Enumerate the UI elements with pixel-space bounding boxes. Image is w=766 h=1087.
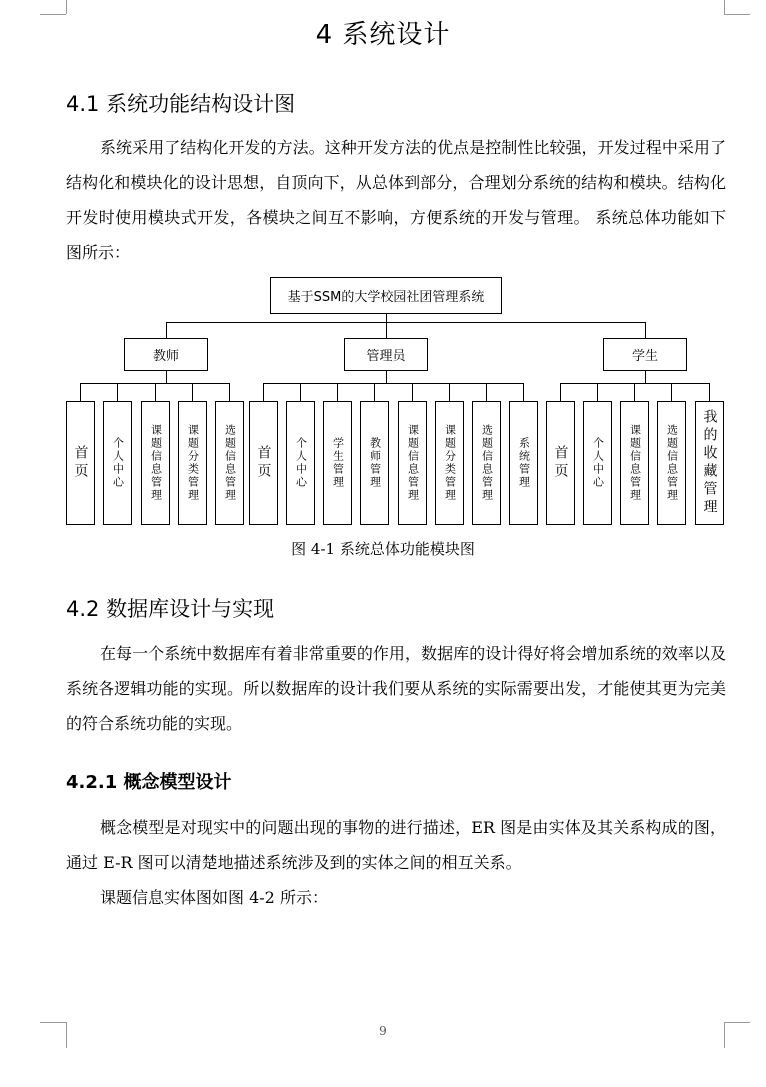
module-node: 首页 [546,401,575,525]
crop-mark-top-left-v [66,0,67,14]
section-4-2-1-heading: 4.2.1 概念模型设计 [66,772,232,793]
paragraph-line: 在每一个系统中数据库有着非常重要的作用，数据库的设计得好将会增加系统的 [100,644,662,663]
connector [560,383,561,401]
connector [229,383,230,401]
paragraph-line: 的图，通过 E-R 图可以清楚地描述系统涉及到的实体之间的相互关系。 [66,818,726,872]
connector [192,383,193,401]
role-node-teacher: 教师 [124,338,208,371]
module-node: 首页 [249,401,278,525]
connector [645,322,646,338]
connector [671,383,672,401]
connector [560,383,710,384]
paragraph-line: 构和模块。结构化开发时使用模块式开发，各模块之间互不影响，方便系统的开发与 [66,173,726,227]
paragraph-line: 中采用了结构化和模块化的设计思想，自顶向下，从总体到部分，合理划分系统的结 [66,138,726,192]
module-node: 课题信息管理 [620,401,649,525]
role-node-student: 学生 [603,338,687,371]
module-node: 个人中心 [583,401,612,525]
connector [166,322,167,338]
connector [263,383,264,401]
connector [166,322,645,323]
section-4-2-paragraph [66,636,726,741]
section-4-2-1-note: 课题信息实体图如图 4-2 所示： [100,888,328,907]
connector [155,383,156,401]
module-node: 教师管理 [360,401,389,525]
module-node: 系统管理 [509,401,538,525]
connector [645,371,646,383]
connector [386,322,387,338]
page-number: 9 [379,1024,387,1038]
module-node: 选题信息管理 [472,401,501,525]
connector [523,383,524,401]
diagram-root-node: 基于SSM的大学校园社团管理系统 [270,277,502,314]
crop-mark-top-right-v [724,0,725,14]
section-4-1-paragraph [66,130,726,270]
paragraph-line: 效率以及系统各逻辑功能的实现。所以数据库的设计我们要从系统的实际需要出发， [66,644,726,698]
connector [709,383,710,401]
chapter-title: 4 系统设计 [315,20,451,50]
module-node: 个人中心 [103,401,132,525]
module-node: 课题信息管理 [141,401,170,525]
paragraph-line: 系统采用了结构化开发的方法。这种开发方法的优点是控制性比较强，开发过程 [100,138,662,157]
connector [412,383,413,401]
connector [166,371,167,383]
role-node-admin: 管理员 [344,338,428,371]
section-4-2-1-paragraph [66,810,726,880]
module-node: 课题信息管理 [398,401,427,525]
figure-caption: 图 4-1 系统总体功能模块图 [291,540,475,558]
section-4-1-heading: 4.1 系统功能结构设计图 [66,92,296,116]
module-node: 选题信息管理 [657,401,686,525]
module-node: 个人中心 [286,401,315,525]
module-node: 我的收藏管理 [695,401,724,525]
module-node: 首页 [66,401,95,525]
paragraph-line: 才能使其更为完美的符合系统功能的实现。 [66,679,726,733]
module-node: 选题信息管理 [215,401,244,525]
module-node: 学生管理 [323,401,352,525]
connector [597,383,598,401]
crop-mark-bottom-right-h [724,1022,750,1023]
connector [300,383,301,401]
connector [374,383,375,401]
connector [337,383,338,401]
connector [486,383,487,401]
connector [117,383,118,401]
module-node: 课题分类管理 [178,401,207,525]
paragraph-line: 概念模型是对现实中的问题出现的事物的进行描述，ER 图是由实体及其关系构成 [100,818,678,837]
crop-mark-bottom-left-h [40,1022,66,1023]
connector [449,383,450,401]
connector [80,383,81,401]
section-4-2-heading: 4.2 数据库设计与实现 [66,597,275,621]
paragraph-line: 管理。 系统总体功能如下图所示： [66,208,726,262]
connector [386,371,387,383]
connector [263,383,524,384]
connector [634,383,635,401]
module-node: 课题分类管理 [435,401,464,525]
